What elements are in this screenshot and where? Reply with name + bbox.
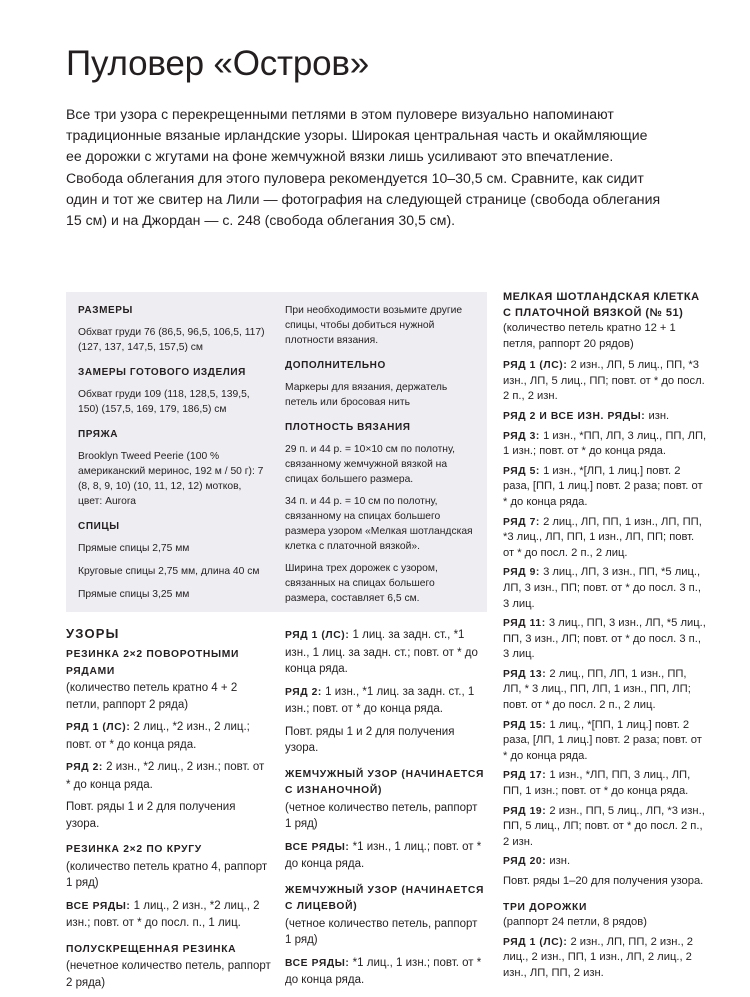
row-text: 1 изн., *ЛП, ПП, 3 лиц., ЛП, ПП, 1 изн.; повт. от * до конца ряда. bbox=[503, 769, 691, 798]
gauge-1: 29 п. и 44 р. = 10×10 см по полотну, связанному жемчужной вязкой на спицах большего размера. bbox=[285, 444, 455, 485]
row-text: *1 лиц., 1 изн.; повт. от * до конца ряда. bbox=[285, 956, 482, 986]
finished-heading: ЗАМЕРЫ ГОТОВОГО ИЗДЕЛИЯ bbox=[78, 367, 246, 378]
row-text: 1 лиц. за задн. ст., *1 изн., 1 лиц. за задн. ст.; повт. от * до конца ряда. bbox=[285, 629, 478, 675]
plaid-row bbox=[503, 718, 708, 765]
page-title: Пуловер «Остров» bbox=[66, 44, 370, 83]
three-heading: ТРИ ДОРОЖКИ bbox=[503, 901, 588, 913]
yarn-text: Brooklyn Tweed Peerie (100 % американский меринос, 192 м / 50 г): 7 (8, 8, 9, 10) (10, 11, 12, 12) мотков, цвет: Aurora bbox=[78, 451, 264, 507]
row-label: РЯД 15: bbox=[503, 719, 547, 731]
seed2-note: (четное количество петель, раппорт 1 ряд) bbox=[285, 917, 478, 946]
seed1-heading: ЖЕМЧУЖНЫЙ УЗОР (НАЧИНАЕТСЯ С ИЗНАНОЧНОЙ) bbox=[285, 768, 485, 796]
seed1-row bbox=[285, 839, 485, 873]
plaid-row bbox=[503, 565, 708, 612]
gauge-2: 34 п. и 44 р. = 10 см по полотну, связанному на спицах большего размера узором «Мелкая шотландская клетка с платочной вязкой». bbox=[285, 496, 473, 552]
row-text: 2 лиц., ПП, ЛП, 1 изн., ПП, ЛП, * 3 лиц., ПП, ЛП, 1 изн., ПП, ЛП; повт. от * до посл. 2 п., 2 лиц. bbox=[503, 667, 691, 712]
half-note: (нечетное количество петель, раппорт 2 ряда) bbox=[66, 960, 271, 989]
circ-heading: РЕЗИНКА 2×2 ПО КРУГУ bbox=[66, 844, 202, 855]
plaid-row bbox=[503, 464, 708, 511]
sizes-heading: РАЗМЕРЫ bbox=[78, 305, 133, 316]
plaid-row bbox=[503, 358, 708, 405]
yarn-heading: ПРЯЖА bbox=[78, 429, 119, 440]
gauge-3: Ширина трех дорожек с узором, связанных на спицах большего размера, составляет 6,5 см. bbox=[285, 563, 438, 604]
row-label: РЯД 20: bbox=[503, 856, 547, 868]
plaid-row bbox=[503, 854, 708, 870]
half-repeat: Повт. ряды 1 и 2 для получения узора. bbox=[285, 725, 455, 754]
patterns-column-2 bbox=[285, 627, 485, 995]
row-label: РЯД 2: bbox=[285, 686, 322, 698]
patterns-column-3 bbox=[503, 289, 708, 988]
row-text: 3 лиц., ЛП, 3 изн., ПП, *5 лиц., ЛП, 3 изн., ПП; повт. от * до посл. 3 п., 3 лиц. bbox=[503, 566, 701, 610]
gauge-heading: ПЛОТНОСТЬ ВЯЗАНИЯ bbox=[285, 422, 411, 433]
row-label: РЯД 9: bbox=[503, 567, 540, 579]
plaid-row bbox=[503, 616, 708, 663]
needles-note: При необходимости возьмите другие спицы, чтобы добиться нужной плотности вязания. bbox=[285, 305, 463, 346]
extra-text: Маркеры для вязания, держатель петель или бросовая нить bbox=[285, 382, 448, 408]
needle-1: Прямые спицы 2,75 мм bbox=[78, 543, 190, 554]
row-label: РЯД 7: bbox=[503, 516, 540, 528]
patterns-heading: УЗОРЫ bbox=[66, 626, 120, 641]
rib-note: (количество петель кратно 4 + 2 петли, раппорт 2 ряда) bbox=[66, 682, 238, 711]
extra-heading: ДОПОЛНИТЕЛЬНО bbox=[285, 360, 386, 371]
row-text: 3 лиц., ПП, 3 изн., ЛП, *5 лиц., ПП, 3 изн., ЛП; повт. от * до посл. 3 п., 3 лиц. bbox=[503, 617, 706, 661]
seed2-row bbox=[285, 955, 485, 989]
row-text: 1 лиц., 2 изн., *2 лиц., 2 изн.; повт. от * до посл. п., 1 лиц. bbox=[66, 899, 260, 929]
row-text: изн. bbox=[645, 409, 670, 422]
plaid-row bbox=[503, 515, 708, 562]
rib-row-2 bbox=[66, 759, 271, 793]
intro-text: Все три узора с перекрещенными петлями в этом пуловере визуально напоминают традиционные вязаные ирландские узоры. Широкая центральная часть и окаймляющие ее дорожки с жгутами на фоне жемчужной вязки лишь усиливают это впечатление. Свобода облегания для этого пуловера рекомендуется 10–30,5 см. Сравните, как сидит один и тот же свитер на Лили — фотография на следующей странице (свобода облегания 15 см) и на Джордан — с. 248 (свобода облегания 30,5 см). bbox=[66, 106, 661, 229]
rib-heading: РЕЗИНКА 2×2 ПОВОРОТНЫМИ РЯДАМИ bbox=[66, 649, 240, 677]
circ-note: (количество петель кратно 4, раппорт 1 ряд) bbox=[66, 860, 268, 889]
half-row-2 bbox=[285, 684, 485, 718]
plaid-row bbox=[503, 768, 708, 799]
three-note: (раппорт 24 петли, 8 рядов) bbox=[503, 916, 647, 929]
seed2-heading: ЖЕМЧУЖНЫЙ УЗОР (НАЧИНАЕТСЯ С ЛИЦЕВОЙ) bbox=[285, 884, 485, 912]
row-label: РЯД 17: bbox=[503, 770, 547, 782]
row-label: РЯД 11: bbox=[503, 618, 546, 630]
plaid-note: (количество петель кратно 12 + 1 петля, раппорт 20 рядов) bbox=[503, 322, 676, 350]
seed1-note: (четное количество петель, раппорт 1 ряд) bbox=[285, 801, 478, 830]
row-label: РЯД 1 (ЛС): bbox=[503, 936, 568, 948]
three-row-1 bbox=[503, 935, 708, 982]
plaid-repeat: Повт. ряды 1–20 для получения узора. bbox=[503, 875, 704, 887]
plaid-rows bbox=[503, 358, 708, 870]
row-text: 1 изн., *ПП, ЛП, 3 лиц., ПП, ЛП, 1 изн.; повт. от * до конца ряда. bbox=[503, 429, 707, 458]
needle-2: Круговые спицы 2,75 мм, длина 40 см bbox=[78, 566, 260, 577]
row-label: РЯД 19: bbox=[503, 805, 547, 817]
row-text: *1 изн., 1 лиц.; повт. от * до конца ряда. bbox=[285, 840, 482, 870]
rib-row-1 bbox=[66, 719, 271, 753]
row-label: ВСЕ РЯДЫ: bbox=[66, 900, 131, 912]
row-label: ВСЕ РЯДЫ: bbox=[285, 957, 350, 969]
plaid-heading: МЕЛКАЯ ШОТЛАНДСКАЯ КЛЕТКА С ПЛАТОЧНОЙ ВЯЗКОЙ (№ 51) bbox=[503, 291, 700, 319]
row-label: РЯД 5: bbox=[503, 465, 540, 477]
needle-3: Прямые спицы 3,25 мм bbox=[78, 589, 190, 600]
plaid-row bbox=[503, 409, 708, 425]
row-label: РЯД 2 И ВСЕ ИЗН. РЯДЫ: bbox=[503, 410, 646, 422]
needles-heading: СПИЦЫ bbox=[78, 521, 120, 532]
row-text: 1 лиц., *[ПП, 1 лиц.] повт. 2 раза, [ЛП, 1 лиц.] повт. 2 раза; повт. от * до конца ряда. bbox=[503, 718, 702, 762]
half-row-1 bbox=[285, 627, 485, 678]
patterns-column-1 bbox=[66, 647, 271, 997]
row-label: РЯД 1 (ЛС): bbox=[66, 722, 131, 733]
sizes-text: Обхват груди 76 (86,5, 96,5, 106,5, 117) (127, 137, 147,5, 157,5) см bbox=[78, 327, 265, 353]
row-label: РЯД 1 (ЛС): bbox=[503, 360, 568, 372]
row-text: 2 лиц., ЛП, ПП, 1 изн., ЛП, ПП, *3 лиц., ЛП, ПП, 1 изн., ЛП, ПП; повт. от * до посл. 2 п., 2 лиц. bbox=[503, 515, 702, 559]
row-label: РЯД 13: bbox=[503, 668, 547, 680]
rib-repeat: Повт. ряды 1 и 2 для получения узора. bbox=[66, 801, 236, 830]
row-label: РЯД 1 (ЛС): bbox=[285, 630, 350, 641]
half-heading: ПОЛУСКРЕЩЕННАЯ РЕЗИНКА bbox=[66, 943, 237, 955]
row-label: РЯД 2: bbox=[66, 762, 103, 773]
info-right-column bbox=[285, 303, 480, 613]
row-text: изн. bbox=[546, 855, 571, 868]
row-text: 2 лиц., *2 изн., 2 лиц.; повт. от * до конца ряда. bbox=[66, 721, 250, 751]
plaid-row bbox=[503, 804, 708, 851]
row-text: 1 изн., *1 лиц. за задн. ст., 1 изн.; повт. от * до конца ряда. bbox=[285, 685, 475, 715]
finished-text: Обхват груди 109 (118, 128,5, 139,5, 150) (157,5, 169, 179, 186,5) см bbox=[78, 389, 250, 415]
row-label: ВСЕ РЯДЫ: bbox=[285, 841, 350, 853]
row-text: 2 изн., ЛП, 5 лиц., ПП, *3 изн., ЛП, 5 лиц., ПП; повт. от * до посл. 2 п., 2 изн. bbox=[503, 359, 705, 403]
row-text: 2 изн., ПП, 5 лиц., ЛП, *3 изн., ПП, 5 лиц., ЛП; повт. от * до посл. 2 п., 2 изн. bbox=[503, 804, 705, 848]
plaid-row bbox=[503, 667, 708, 714]
plaid-row bbox=[503, 429, 708, 460]
row-text: 2 изн., ЛП, ПП, 2 изн., 2 лиц., 2 изн., ПП, 1 изн., ЛП, 2 лиц., 2 изн., ЛП, ПП, 2 изн. bbox=[503, 935, 694, 979]
info-left-column bbox=[78, 303, 268, 609]
circ-row bbox=[66, 898, 271, 932]
row-label: РЯД 3: bbox=[503, 430, 540, 442]
row-text: 1 изн., *[ЛП, 1 лиц.] повт. 2 раза, [ПП, 1 лиц.] повт. 2 раза; повт. от * до конца ряда. bbox=[503, 464, 703, 508]
row-text: 2 изн., *2 лиц., 2 изн.; повт. от * до конца ряда. bbox=[66, 761, 265, 791]
